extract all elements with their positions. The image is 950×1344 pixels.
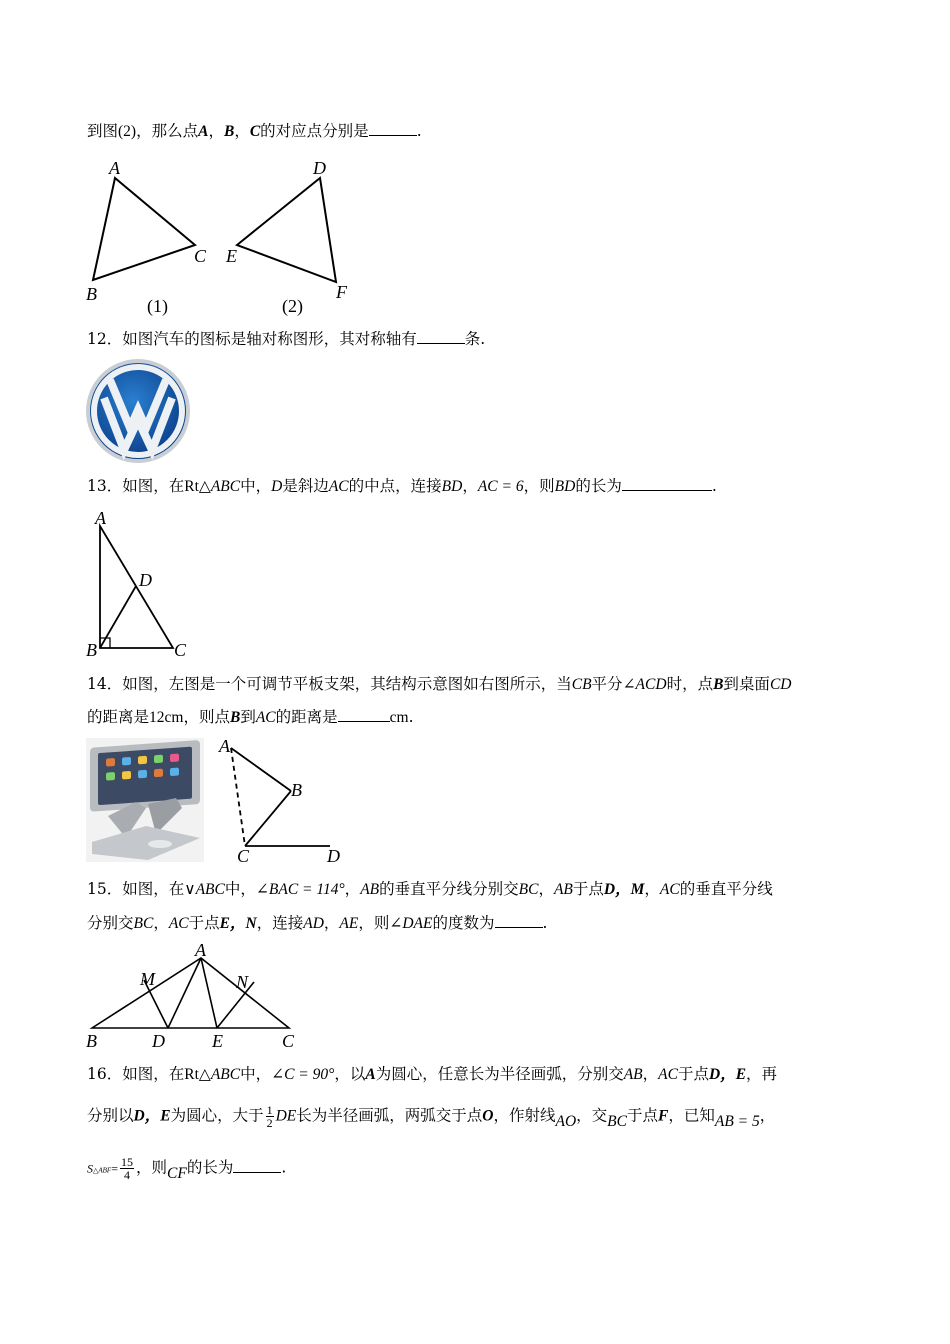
caption-1: (1) <box>147 296 168 316</box>
q15-text-line1: 15．如图，在∨ABC中，∠BAC = 114°，AB的垂直平分线分别交BC，AB于点D，M，AC的垂直平分线 <box>87 880 773 898</box>
answer-blank[interactable] <box>338 707 390 722</box>
q13-text: 13．如图，在Rt△ABC中，D是斜边AC的中点，连接BD，AC = 6，则BD的长为 . <box>87 477 717 495</box>
label-b: B <box>291 780 302 800</box>
q13-right-triangle-figure <box>80 508 200 658</box>
q16-text-line2: 分别以D，E为圆心，大于 $\frac{1}{2}$ DE长为半径画弧，两弧交于点O，作射线AO，交BC于点F，已知AB = 5， <box>87 1103 776 1130</box>
triangle-abc <box>92 958 289 1028</box>
q14-text-line1: 14．如图，左图是一个可调节平板支架，其结构示意图如右图所示，当CB平分∠ACD时，点B到桌面CD <box>87 675 792 693</box>
label-m: M <box>140 969 155 989</box>
label-f: F <box>336 282 347 302</box>
fraction-area: $\frac{15}{4}$ <box>121 1155 133 1182</box>
vw-logo-image <box>84 358 194 468</box>
label-d: D <box>327 846 340 866</box>
label-c: C <box>174 640 187 660</box>
segment-ab <box>231 748 291 791</box>
q14-bracket-diagram <box>215 736 345 866</box>
label-n: N <box>236 972 249 992</box>
answer-blank[interactable] <box>495 913 543 928</box>
answer-blank[interactable] <box>622 476 712 491</box>
triangle-abc <box>93 178 195 280</box>
label-d: D <box>313 158 326 178</box>
label-e: E <box>212 1031 223 1051</box>
triangle-def <box>237 178 336 282</box>
label-a: A <box>95 508 106 528</box>
fraction-half: $\frac{1}{2}$ <box>266 1103 273 1130</box>
label-b: B <box>86 640 97 660</box>
label-b: B <box>86 1031 97 1051</box>
answer-blank[interactable] <box>233 1158 281 1173</box>
label-a: A <box>219 736 230 756</box>
q16-text-line3: S△ABF= $\frac{15}{4}$ ，则CF的长为 . <box>87 1155 287 1182</box>
label-a: A <box>195 940 206 960</box>
q16-text-line1: 16．如图，在Rt△ABC中，∠C = 90°，以A为圆心，任意长为半径画弧，分别交AB，AC于点D，E，再 <box>87 1065 778 1083</box>
label-c: C <box>237 846 250 866</box>
segment-bc <box>245 791 291 846</box>
label-d: D <box>139 570 152 590</box>
q15-text-line2: 分别交BC，AC于点E，N，连接AD，AE，则∠DAE的度数为 . <box>87 914 548 932</box>
label-b: B <box>86 284 97 304</box>
answer-blank[interactable] <box>417 329 465 344</box>
q11-text: 到图(2)，那么点A，B，C的对应点分别是 . <box>87 122 422 140</box>
answer-blank[interactable] <box>369 121 417 136</box>
q12-text: 12．如图汽车的图标是轴对称图形，其对称轴有 条. <box>87 330 486 348</box>
q14-text-line2: 的距离是12cm，则点B到AC的距离是 cm. <box>87 708 414 726</box>
tablet-stand-photo <box>86 738 204 862</box>
segment-ac-dashed <box>231 748 245 846</box>
q11-triangles-figure <box>80 152 360 317</box>
caption-2: (2) <box>282 296 303 316</box>
label-d: D <box>152 1031 165 1051</box>
label-c: C <box>282 1031 295 1051</box>
label-a: A <box>109 158 120 178</box>
segment-bd <box>100 586 136 648</box>
label-c: C <box>194 246 207 266</box>
q15-triangle-figure <box>84 940 314 1052</box>
label-e: E <box>226 246 237 266</box>
